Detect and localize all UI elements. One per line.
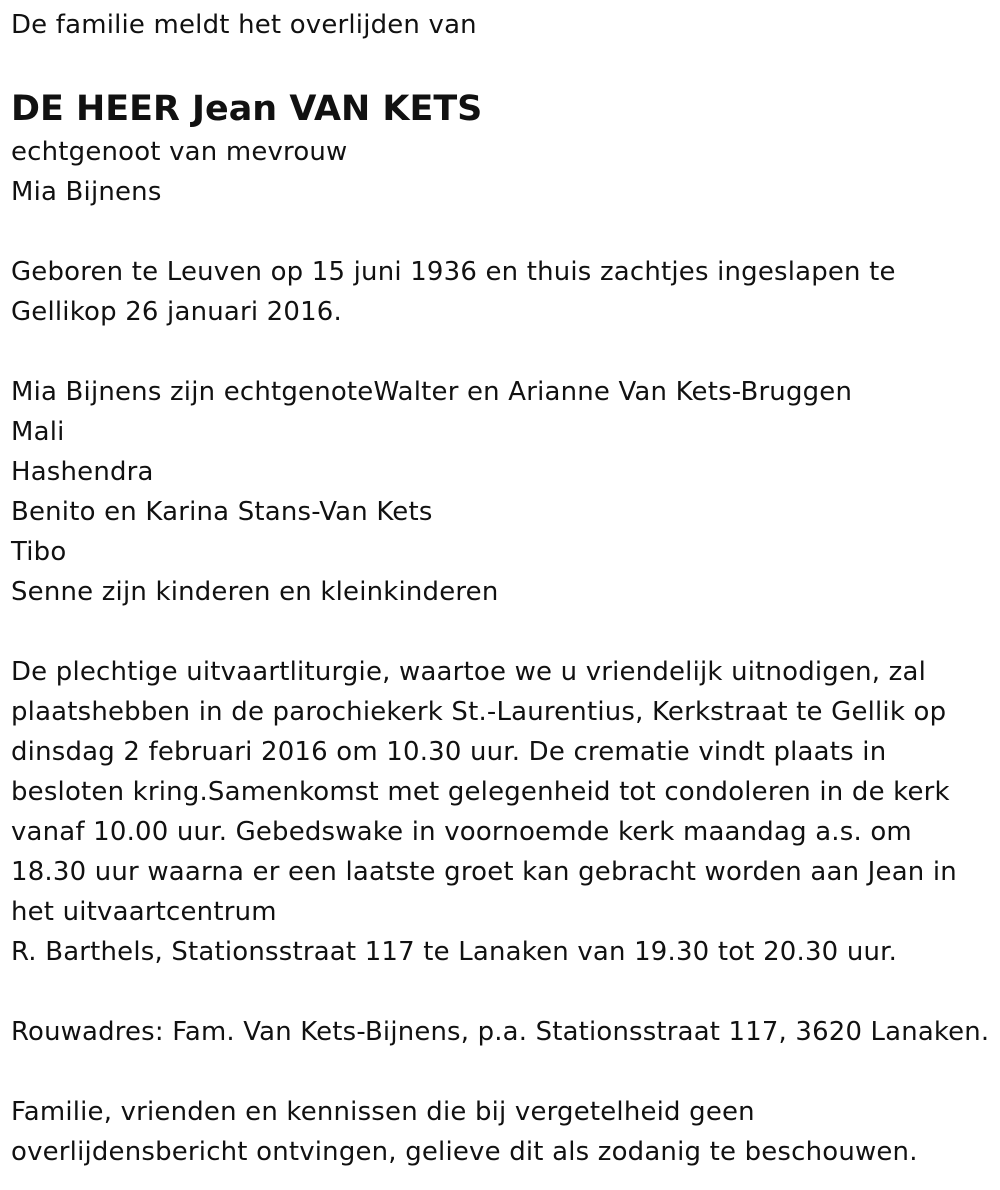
spouse-line: echtgenoot van mevrouw [11, 137, 348, 167]
closing-line: Familie, vrienden en kennissen die bij vergetelheid geen [11, 1097, 755, 1127]
spouse-name: Mia Bijnens [11, 177, 162, 207]
spacer [11, 972, 991, 1012]
ceremony-line: plaatshebben in de parochiekerk St.-Laurentius, Kerkstraat te Gellik op [11, 697, 947, 727]
closing-line: overlijdensbericht ontvingen, gelieve dit als zodanig te beschouwen. [11, 1137, 918, 1167]
ceremony-line: 18.30 uur waarna er een laatste groet kan gebracht worden aan Jean in [11, 857, 957, 887]
intro-text: De familie meldt het overlijden van [11, 10, 477, 40]
birth-paragraph [11, 252, 991, 332]
family-list [11, 372, 991, 612]
ceremony-line: besloten kring.Samenkomst met gelegenheid tot condoleren in de kerk [11, 777, 950, 807]
ceremony-line: De plechtige uitvaartliturgie, waartoe we u vriendelijk uitnodigen, zal [11, 657, 927, 687]
spacer [11, 612, 991, 652]
family-line: Hashendra [11, 457, 154, 487]
closing-paragraph [11, 1092, 991, 1172]
ceremony-paragraph [11, 652, 991, 972]
birth-line: Gellikop 26 januari 2016. [11, 297, 342, 327]
ceremony-line: het uitvaartcentrum [11, 897, 277, 927]
family-line: Mia Bijnens zijn echtgenoteWalter en Arianne Van Kets-Bruggen [11, 377, 853, 407]
death-notice [11, 0, 991, 1172]
family-line: Tibo [11, 537, 67, 567]
ceremony-line: dinsdag 2 februari 2016 om 10.30 uur. De crematie vindt plaats in [11, 737, 887, 767]
family-line: Mali [11, 417, 65, 447]
family-line: Senne zijn kinderen en kleinkinderen [11, 577, 499, 607]
deceased-name: DE HEER Jean VAN KETS [11, 89, 483, 129]
spacer [11, 1052, 991, 1092]
mourning-address: Rouwadres: Fam. Van Kets-Bijnens, p.a. Stationsstraat 117, 3620 Lanaken. [11, 1017, 990, 1047]
family-line: Benito en Karina Stans-Van Kets [11, 497, 433, 527]
ceremony-line: R. Barthels, Stationsstraat 117 te Lanaken van 19.30 tot 20.30 uur. [11, 937, 898, 967]
spacer [11, 212, 991, 252]
spacer [11, 332, 991, 372]
birth-line: Geboren te Leuven op 15 juni 1936 en thuis zachtjes ingeslapen te [11, 257, 896, 287]
ceremony-line: vanaf 10.00 uur. Gebedswake in voornoemde kerk maandag a.s. om [11, 817, 912, 847]
